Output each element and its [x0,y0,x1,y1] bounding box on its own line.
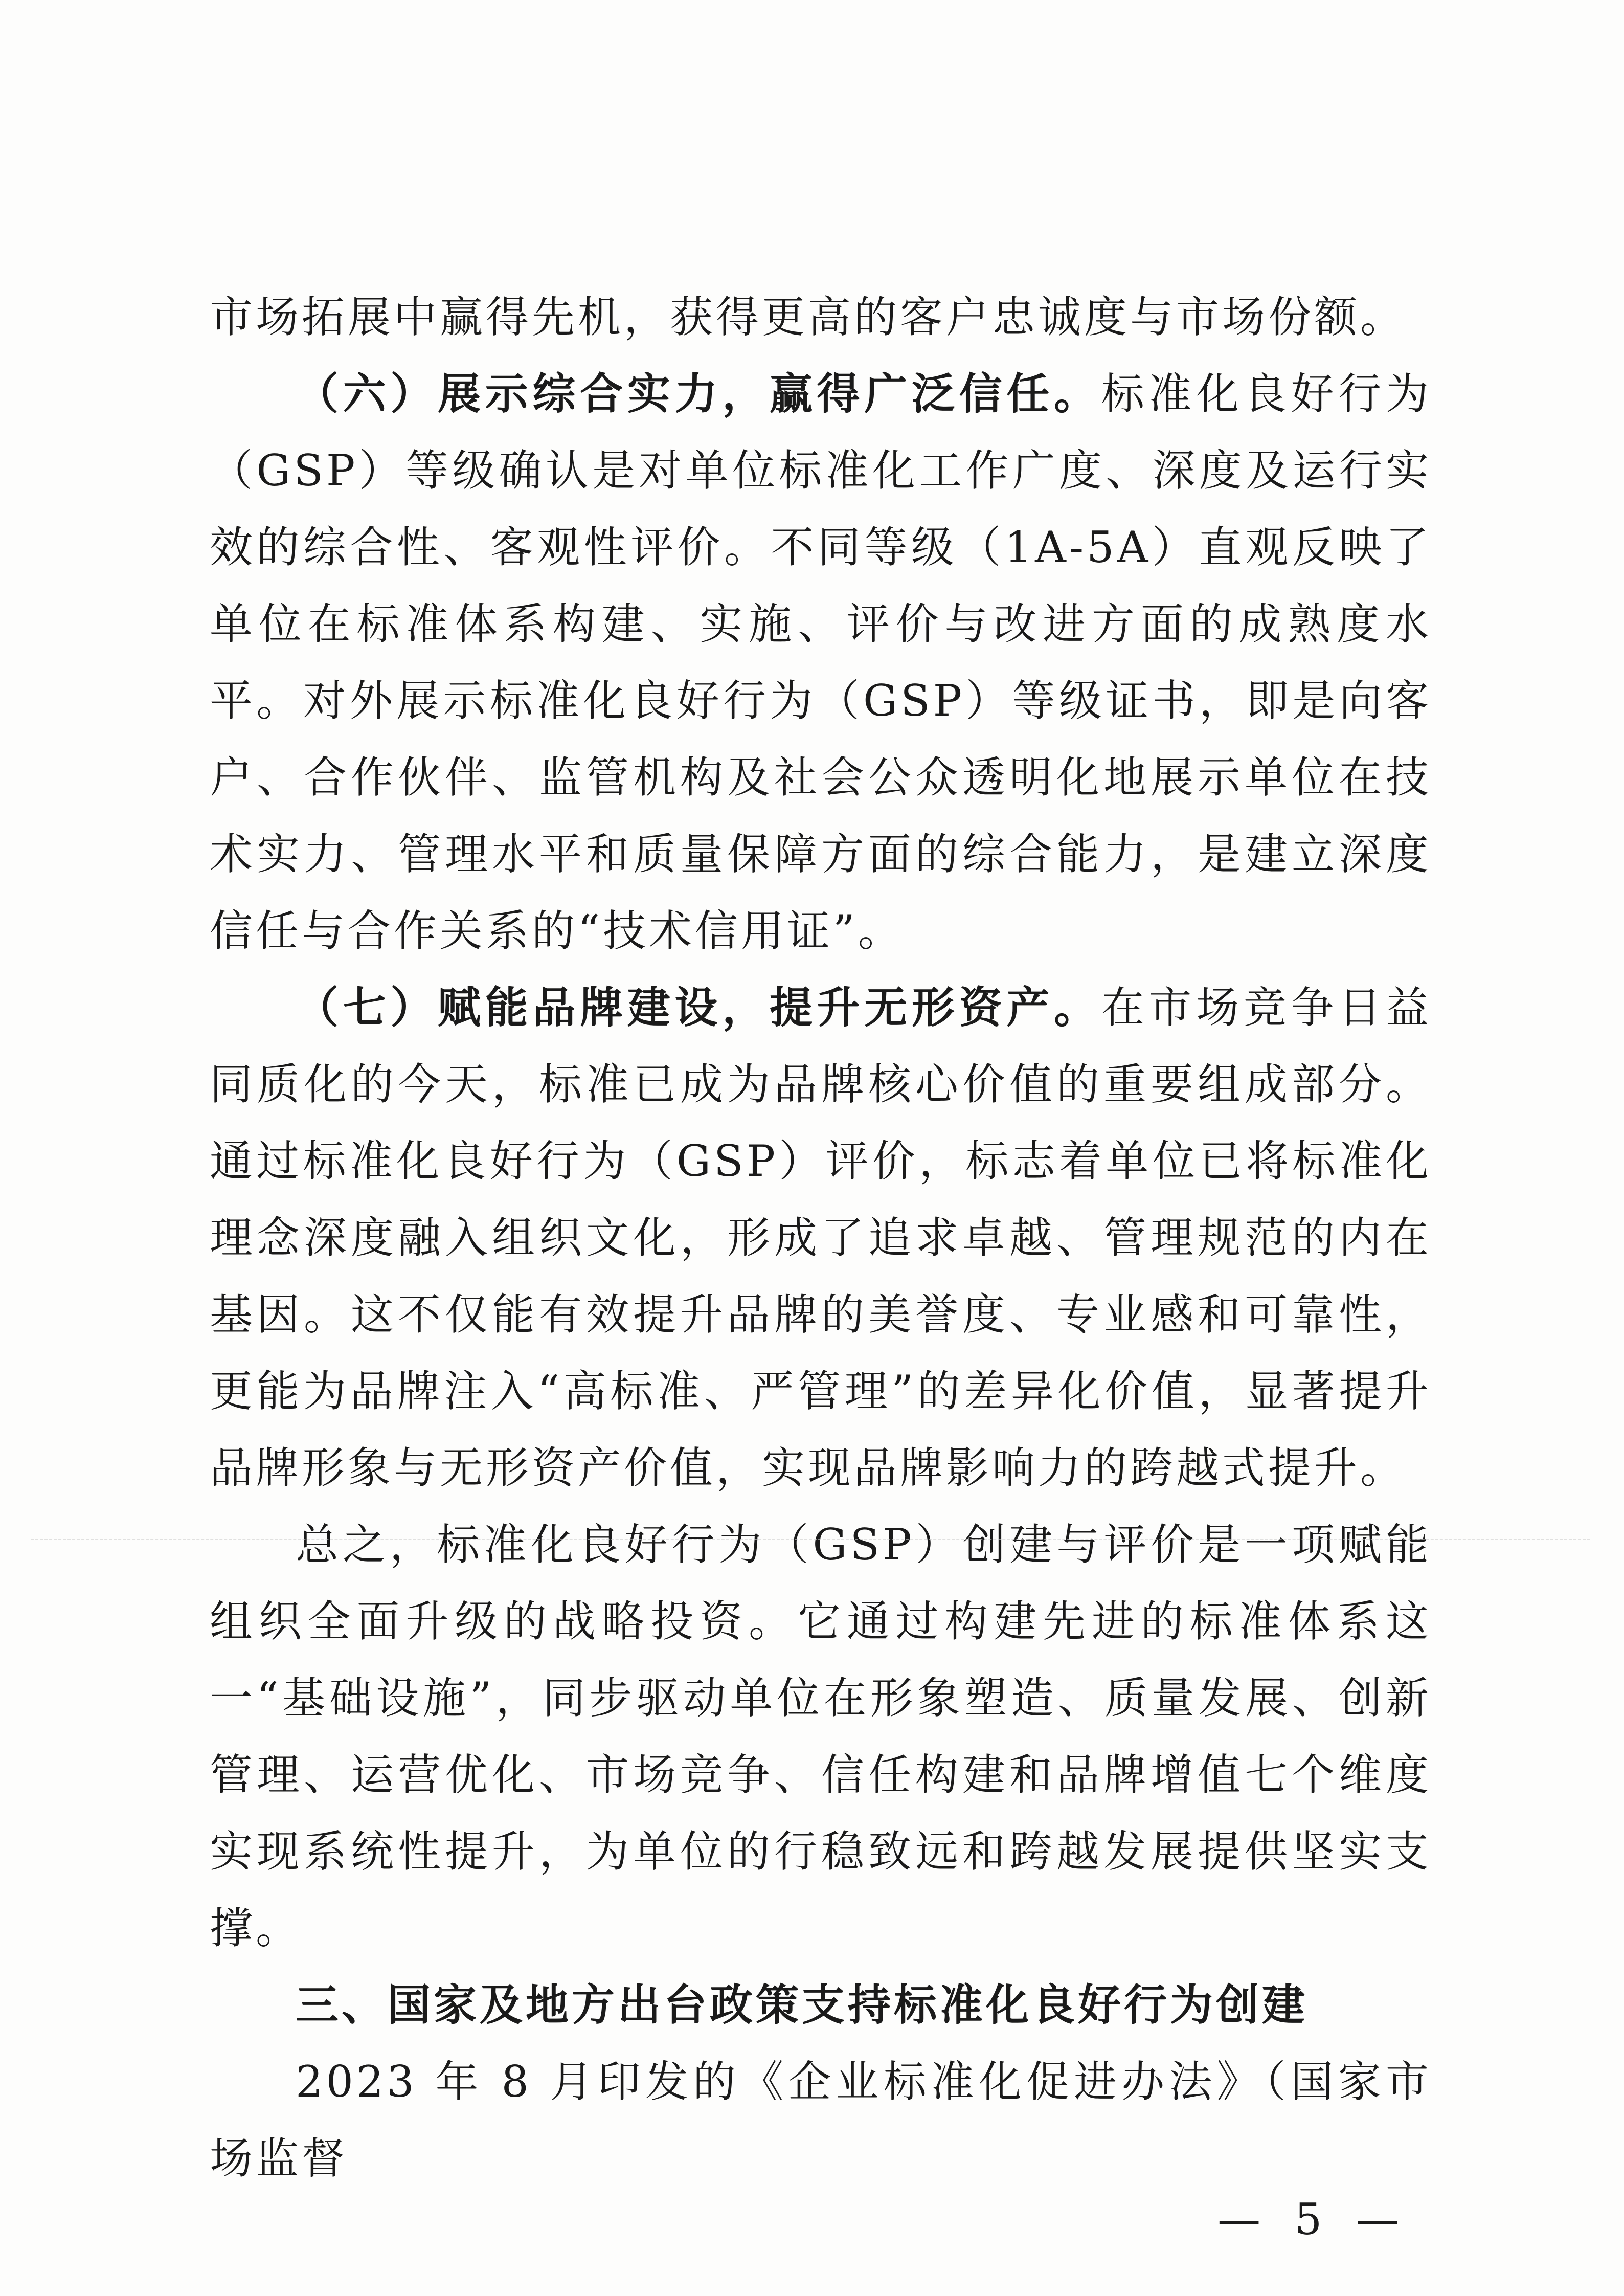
paragraph-continuation: 市场拓展中赢得先机，获得更高的客户忠诚度与市场份额。 [210,292,1407,342]
scan-artifact-line [31,1539,1590,1542]
page-number: — 5 — [1217,2194,1409,2244]
section-six-body: 标准化良好行为（GSP）等级确认是对单位标准化工作广度、深度及运行实效的综合性、客观性评价。不同等级（1A-5A）直观反映了单位在标准体系构建、实施、评价与改进方面的成熟度水平。对外展示标准化良好行为（GSP）等级证书，即是向客户、合作伙伴、监管机构及社会公众透明化地展示单位在技术实力、管理水平和质量保障方面的综合能力，是建立深度信任与合作关系的“技术信用证”。 [210,369,1432,956]
paragraph-section-six [210,355,1432,969]
section-seven-body: 在市场竞争日益同质化的今天，标准已成为品牌核心价值的重要组成部分。通过标准化良好行为（GSP）评价，标志着单位已将标准化理念深度融入组织文化，形成了追求卓越、管理规范的内在基因。这不仅能有效提升品牌的美誉度、专业感和可靠性，更能为品牌注入“高标准、严管理”的差异化价值，显著提升品牌形象与无形资产价值，实现品牌影响力的跨越式提升。 [210,983,1432,1493]
section-heading-three: 三、国家及地方出台政策支持标准化良好行为创建 [296,1980,1309,2030]
section-six-title: （六）展示综合实力，赢得广泛信任。 [296,368,1101,419]
paragraph-policy-intro: 2023 年 8 月印发的《企业标准化促进办法》（国家市场监督 [210,2057,1432,2183]
paragraph-summary: 总之，标准化良好行为（GSP）创建与评价是一项赋能组织全面升级的战略投资。它通过构建先进的标准体系这一“基础设施”，同步驱动单位在形象塑造、质量发展、创新管理、运营优化、市场竞争、信任构建和品牌增值七个维度实现系统性提升，为单位的行稳致远和跨越发展提供坚实支撑。 [210,1520,1432,1953]
document-body [210,279,1432,2197]
section-seven-title: （七）赋能品牌建设，提升无形资产。 [296,982,1101,1033]
paragraph-section-seven [210,969,1432,1506]
